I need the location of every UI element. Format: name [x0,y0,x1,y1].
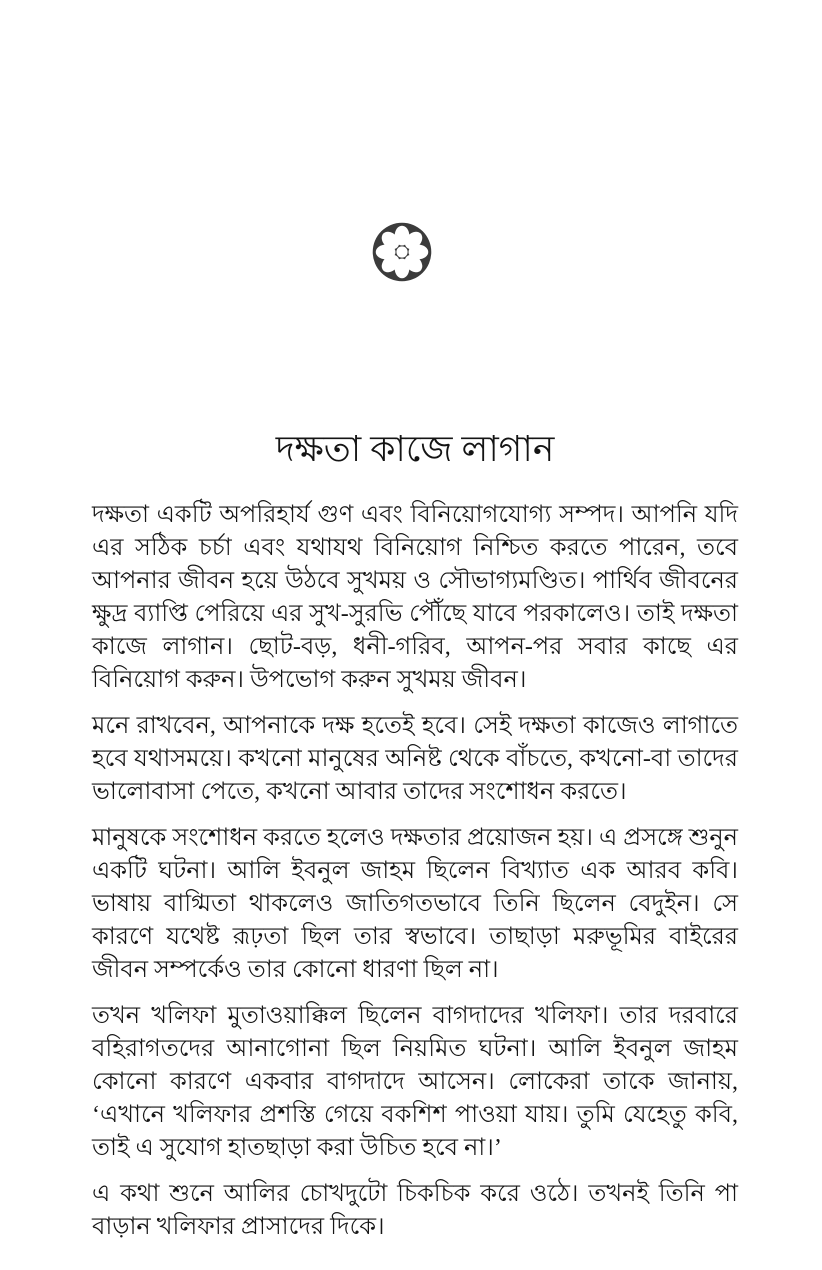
body-paragraph: মানুষকে সংশোধন করতে হলেও দক্ষতার প্রয়োজন হয়। এ প্রসঙ্গে শুনুন একটি ঘটনা। আলি ইবনুল জাহম ছিলেন বিখ্যাত এক আরব কবি। ভাষায় বাগ্মিতা থাকলেও জাতিগতভাবে তিনি ছিলেন বেদুইন। সে কারণে যথেষ্ট রূঢ়তা ছিল তার স্বভাবে। তাছাড়া মরুভূমির বাইরের জীবন সম্পর্কেও তার কোনো ধারণা ছিল না। [92,825,738,983]
body-paragraph: মনে রাখবেন, আপনাকে দক্ষ হতেই হবে। সেই দক্ষতা কাজেও লাগাতে হবে যথাসময়ে। কখনো মানুষের অনিষ্ট থেকে বাঁচতে, কখনো-বা তাদের ভালোবাসা পেতে, কখনো আবার তাদের সংশোধন করতে। [92,713,738,805]
body-paragraph: এ কথা শুনে আলির চোখদুটো চিকচিক করে ওঠে। তখনই তিনি পা বাড়ান খলিফার প্রাসাদের দিকে। [92,1181,738,1240]
chapter-title: দক্ষতা কাজে লাগান [275,429,555,469]
body-text-block [92,499,738,1244]
body-paragraph: দক্ষতা একটি অপরিহার্য গুণ এবং বিনিয়োগযোগ্য সম্পদ। আপনি যদি এর সঠিক চর্চা এবং যথাযথ বিনিয়োগ নিশ্চিত করতে পারেন, তবে আপনার জীবন হয়ে উঠবে সুখময় ও সৌভাগ্যমণ্ডিত। পার্থিব জীবনের ক্ষুদ্র ব্যাপ্তি পেরিয়ে এর সুখ-সুরভি পৌঁছে যাবে পরকালেও। তাই দক্ষতা কাজে লাগান। ছোট-বড়, ধনী-গরিব, আপন-পর সবার কাছে এর বিনিয়োগ করুন। উপভোগ করুন সুখময় জীবন। [92,502,738,693]
body-paragraph: তখন খলিফা মুতাওয়াক্কিল ছিলেন বাগদাদের খলিফা। তার দরবারে বহিরাগতদের আনাগোনা ছিল নিয়মিত ঘটনা। আলি ইবনুল জাহম কোনো কারণে একবার বাগদাদে আসেন। লোকেরা তাকে জানায়, ‘এখানে খলিফার প্রশস্তি গেয়ে বকশিশ পাওয়া যায়। তুমি যেহেতু কবি, তাই এ সুযোগ হাতছাড়া করা উচিত হবে না।’ [92,1003,738,1161]
rosette-ornament-icon [371,221,433,283]
